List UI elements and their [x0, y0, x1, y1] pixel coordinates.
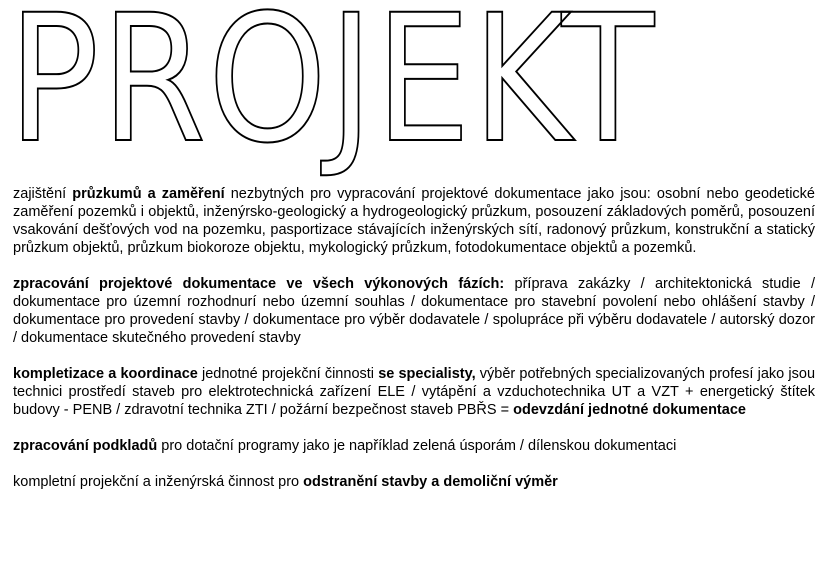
text-segment: výběr potřebných specializovaných profesí jako jsou technici prostředí staveb pro elektrotechnická zařízení ELE / vytápění a vzduchotechnika UT a VZT + energetický štítek budovy - PENB / zdravotní technika ZTI / požární bezpečnost staveb PBŘS = — [13, 366, 816, 418]
text-segment-bold: zpracování projektové dokumentace ve všech výkonových fázích: — [13, 276, 505, 292]
paragraph-surveys — [13, 185, 815, 257]
text-segment-bold: zpracování podkladů — [13, 438, 158, 454]
text-segment: zajištění — [13, 186, 73, 202]
text-segment: kompletní projekční a inženýrská činnost pro — [13, 474, 304, 490]
text-segment: pro dotační programy jako je například zelená úsporám / dílenskou dokumentaci — [157, 438, 677, 454]
services-text — [13, 185, 815, 491]
text-segment: příprava zakázky / architektonická studie / dokumentace pro územní rozhodnurí nebo územní souhlas / dokumentace pro stavební povolení nebo ohlášení stavby / dokumentace pro provedení stavby / dokumentace pro výběr dodavatele / spolupráce při výběru dodavatele / autorský dozor / dokumentace skutečného provedení stavby — [13, 276, 815, 346]
page-title: PROJEKT — [8, 0, 656, 182]
paragraph-subsidies — [13, 437, 815, 455]
text-segment-bold: kompletizace a koordinace — [13, 366, 198, 382]
paragraph-coordination — [13, 365, 815, 419]
text-segment: nezbytných pro vypracování projektové dokumentace jako jsou: osobní nebo geodetické zaměření pozemků i objektů, inženýrsko-geologický a hydrogeologický průzkum, posouzení základových poměrů, posouzení vsakování dešťových vod na pozemku, pasportizace stávajících inženýrských sítí, radonový průzkum, konstrukční a statický průzkum objektů, průzkum biokoroze objektu, mykologický průzkum, fotodokumentace objektů a pozemků. — [13, 186, 815, 256]
text-segment-bold: průzkumů a zaměření — [72, 186, 225, 202]
paragraph-documentation — [13, 275, 815, 347]
text-segment-bold: se specialisty, — [378, 366, 476, 382]
text-segment-bold: odevzdání jednotné dokumentace — [513, 402, 746, 418]
text-segment-bold: odstranění stavby a demoliční výměr — [303, 474, 558, 490]
text-segment: jednotné projekční činnosti — [197, 366, 379, 382]
paragraph-demolition — [13, 473, 815, 491]
